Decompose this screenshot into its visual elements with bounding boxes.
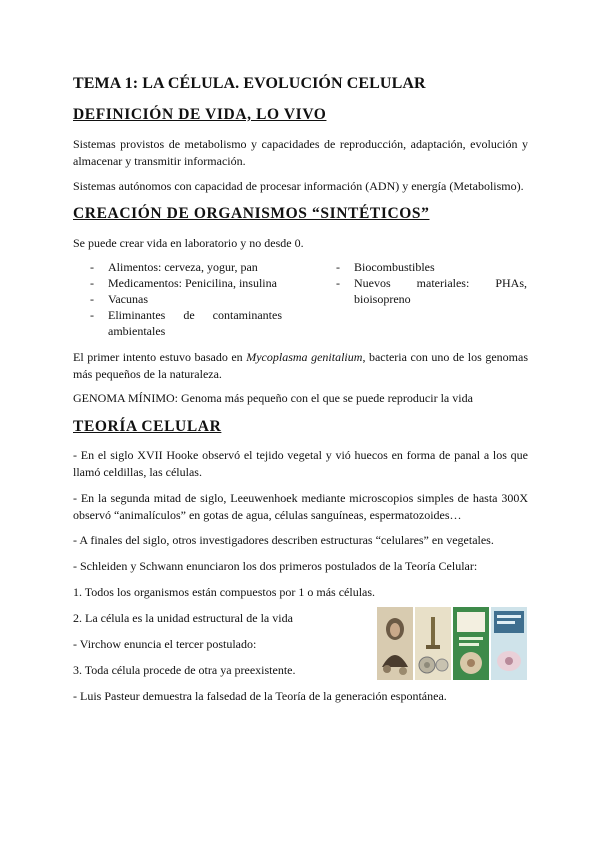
paragraph-genoma-minimo: GENOMA MÍNIMO: Genoma más pequeño con el que se puede reproducir la vida: [73, 391, 473, 405]
paragraph-definicion-2: Sistemas autónomos con capacidad de procesar información (ADN) y energía (Metabolismo).: [73, 179, 524, 193]
cell-diagram-green-image: [453, 607, 489, 680]
paragraph-sinteticos-intro: Se puede crear vida en laboratorio y no desde 0.: [73, 236, 304, 250]
paragraph-schleiden-schwann: - Schleiden y Schwann enunciaron los dos primeros postulados de la Teoría Celular:: [73, 559, 478, 573]
paragraph-finales-siglo: - A finales del siglo, otros investigadores describen estructuras “celulares” en vegetales.: [73, 533, 494, 547]
paragraph-definicion-1: Sistemas provistos de metabolismo y capacidades de reproducción, adaptación, evolución y almacenar y transmitir información.: [73, 137, 528, 168]
section-heading-teoria-celular: TEORÍA CELULAR: [73, 418, 222, 435]
list-item: - Eliminantes de contaminantes ambientales: [90, 307, 282, 339]
list-item: - Vacunas: [90, 291, 282, 307]
applications-list-left: [90, 259, 282, 339]
text-run: El primer intento estuvo basado en: [73, 350, 247, 364]
list-item: - Nuevos materiales: PHAs, bioisopreno: [336, 275, 527, 307]
section-heading-definicion: DEFINICIÓN DE VIDA, LO VIVO: [73, 106, 327, 123]
page-title: TEMA 1: LA CÉLULA. EVOLUCIÓN CELULAR: [73, 75, 426, 92]
paragraph-postulado-3: 3. Toda célula procede de otra ya preexistente.: [73, 663, 296, 677]
section-heading-sinteticos: CREACIÓN DE ORGANISMOS “SINTÉTICOS”: [73, 205, 430, 222]
species-name: Mycoplasma genitalium: [246, 350, 363, 364]
paragraph-virchow: - Virchow enuncia el tercer postulado:: [73, 637, 257, 651]
cell-diagram-blue-image: [491, 607, 527, 680]
text-run: , bacteria con uno de los genomas más pequeños de la naturaleza.: [73, 350, 528, 381]
paragraph-postulado-2: 2. La célula es la unidad estructural de la vida: [73, 611, 293, 625]
list-item: - Biocombustibles: [336, 259, 527, 275]
cell-theory-image-collage: [377, 607, 527, 680]
list-item: - Medicamentos: Penicilina, insulina: [90, 275, 282, 291]
microscope-image: [415, 607, 451, 680]
paragraph-leeuwenhoek: - En la segunda mitad de siglo, Leeuwenhoek mediante microscopios simples de hasta 300X observó “animalículos” en gotas de agua, células sanguíneas, espermatozoides…: [73, 491, 528, 522]
paragraph-hooke: - En el siglo XVII Hooke observó el tejido vegetal y vió huecos en forma de panal a los que llamó celdillas, las células.: [73, 448, 528, 479]
paragraph-pasteur: - Luis Pasteur demuestra la falsedad de la Teoría de la generación espontánea.: [73, 689, 447, 703]
paragraph-postulado-1: 1. Todos los organismos están compuestos por 1 o más células.: [73, 585, 376, 599]
list-item: - Alimentos: cerveza, yogur, pan: [90, 259, 282, 275]
applications-list-right: [336, 259, 527, 307]
paragraph-primer-intento: [73, 349, 528, 383]
portrait-image: [377, 607, 413, 680]
